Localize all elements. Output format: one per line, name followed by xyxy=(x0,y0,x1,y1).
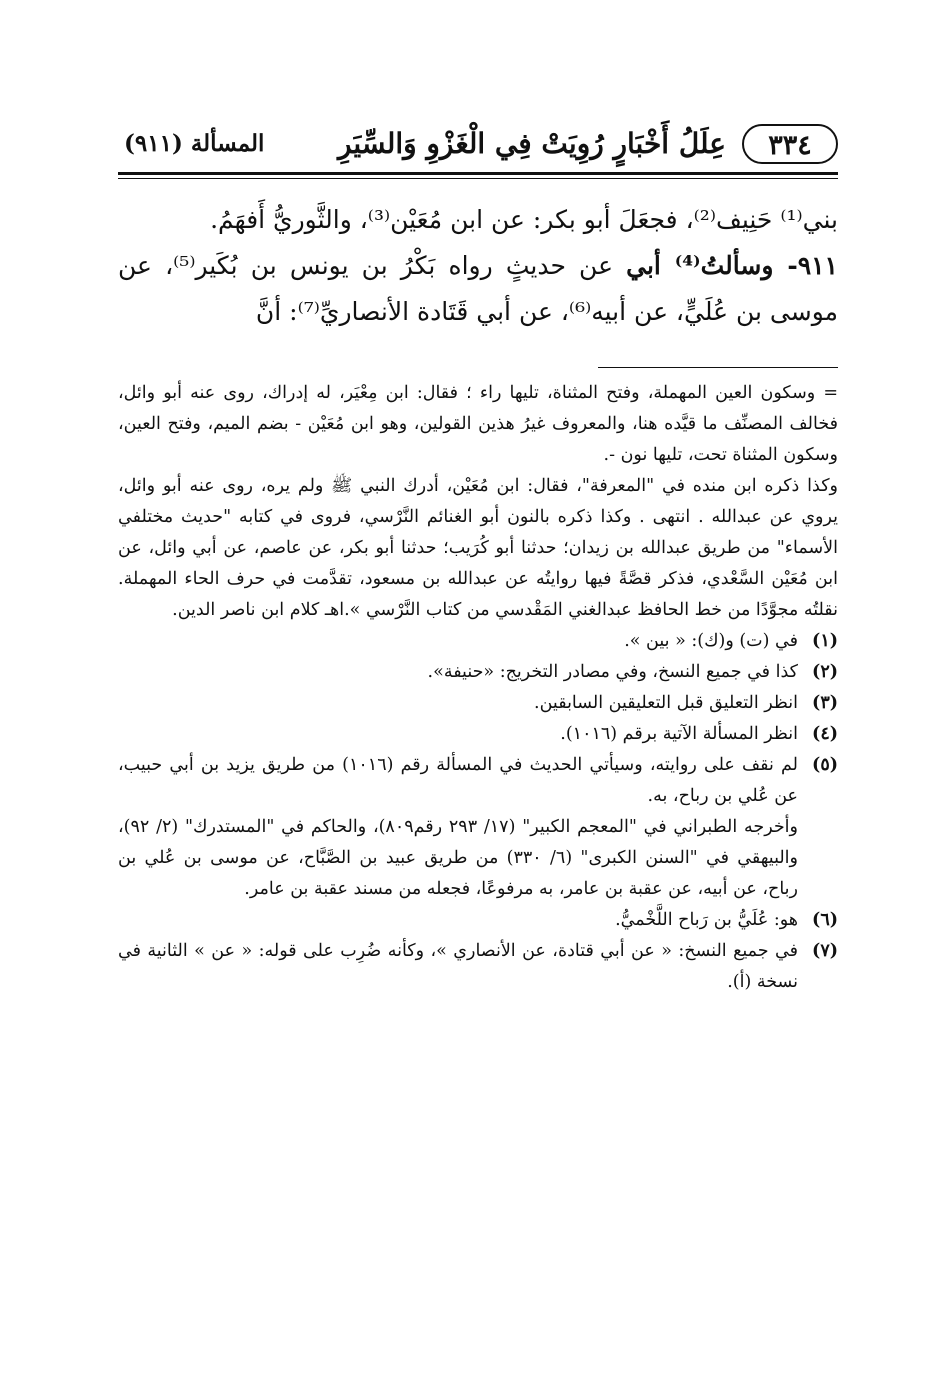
footnote-item xyxy=(118,719,838,750)
footnote-text: في جميع النسخ: « عن أبي قتادة، عن الأنصاري »، وكأنه ضُرِب على قوله: « عن » الثانية في نسخة (أ). xyxy=(118,941,798,992)
page-header xyxy=(118,118,838,172)
page-number-badge: ٣٣٤ xyxy=(742,124,838,164)
footnote-item xyxy=(118,905,838,936)
footnote-number: (٥) xyxy=(812,755,838,775)
footnote-item xyxy=(118,688,838,719)
footnote-number: (٦) xyxy=(812,910,838,930)
footnote-text: انظر التعليق قبل التعليقين السابقين. xyxy=(534,693,798,713)
main-line-1: بني⁽¹⁾ حَنِيف⁽²⁾، فجعَلَ أبو بكر: عن ابن مُعَيْن⁽³⁾، والثَّوريُّ أَفهَمُ. xyxy=(210,205,838,234)
issue-number: ٩١١- وسألتُ⁽⁴⁾ أبي xyxy=(626,251,838,280)
footnote-text: في (ت) و(ك): « بين ». xyxy=(624,631,798,651)
header-rule-thin xyxy=(118,178,838,179)
footnotes xyxy=(118,378,838,998)
issue-label: المسألة (٩١١) xyxy=(124,130,265,157)
book-page xyxy=(118,118,838,998)
main-text xyxy=(118,197,838,335)
footnote-text: وأخرجه الطبراني في "المعجم الكبير" (١٧/ ٢٩٣ رقم٨٠٩)، والحاكم في "المستدرك" (٢/ ٩٢)، والبيهقي في "السنن الكبرى" (٦/ ٣٣٠) من طريق عبيد بن الصَّبَّاح، عن موسى بن عُلي بن رباح، عن أبيه، عن عقبة بن عامر، به مرفوعًا، فجعله من مسند عقبة بن عامر. xyxy=(118,817,798,899)
footnote-number: (٢) xyxy=(812,662,838,682)
footnote-item xyxy=(118,626,838,657)
book-title: عِلَلُ أَخْبَارٍ رُوِيَتْ فِي الْغَزْوِ وَالسِّيَرِ xyxy=(337,127,726,160)
footnote-item xyxy=(118,657,838,688)
footnote-number: (٤) xyxy=(812,724,838,744)
header-rule-thick xyxy=(118,172,838,175)
footnote-text: لم نقف على روايته، وسيأتي الحديث في المسألة رقم (١٠١٦) من طريق يزيد بن أبي حبيب، عن عُلي بن رباح، به. xyxy=(118,755,798,806)
footnote-separator xyxy=(598,367,838,368)
footnote-number: (١) xyxy=(812,631,838,651)
footnote-number: (٧) xyxy=(812,941,838,961)
footnote-number: (٣) xyxy=(812,693,838,713)
footnote-text: كذا في جميع النسخ، وفي مصادر التخريج: «حنيفة». xyxy=(427,662,798,682)
issue-text: عن حديثٍ رواه بَكْرُ بن يونس بن بُكَير⁽⁵⁾، عن موسى بن عُلَيٍّ، عن أبيه⁽⁶⁾، عن أبي قَتَادة الأنصاريِّ⁽⁷⁾: أنَّ xyxy=(118,251,838,326)
footnote-item xyxy=(118,750,838,905)
footnote-text: هو: عُلَيُّ بن رَباح اللَّخْميُّ. xyxy=(615,910,798,930)
footnote-item xyxy=(118,936,838,998)
footnote-continuation: وكذا ذكره ابن منده في "المعرفة"، فقال: ابن مُعَيْن، أدرك النبي ﷺ ولم يره، روى عنه أبو وائل، يروي عن عبدالله . انتهى . وكذا ذكره بالنون أبو الغنائم النَّرْسي، فروى في كتابه "حديث مختلفي الأسماء" من طريق عبدالله بن زيدان؛ حدثنا أبو كُرَيب؛ حدثنا أبو بكر، عن عاصم، عن أبي وائل، عن ابن مُعَيْن السَّعْدي، فذكر قصَّةً فيها روايتُه عن عبدالله بن مسعود، تقدَّمت في حرف الحاء المهملة. نقلتُه مجوَّدًا من خط الحافظ عبدالغني المَقْدسي من كتاب النَّرْسي ».اهـ كلام ابن ناصر الدين. xyxy=(118,476,838,620)
footnote-continuation: = وسكون العين المهملة، وفتح المثناة، تليها راء ؛ فقال: ابن مِعْيَر، له إدراك، روى عنه أبو وائل، فخالف المصنِّف ما قيَّده هنا، والمعروف غيرُ هذين القولين، وهو ابن مُعَيْن - بضم الميم، وفتح العين، وسكون المثناة تحت، تليها نون -. xyxy=(118,383,838,465)
issue-paragraph xyxy=(118,243,838,335)
footnote-text: انظر المسألة الآتية برقم (١٠١٦). xyxy=(560,724,798,744)
